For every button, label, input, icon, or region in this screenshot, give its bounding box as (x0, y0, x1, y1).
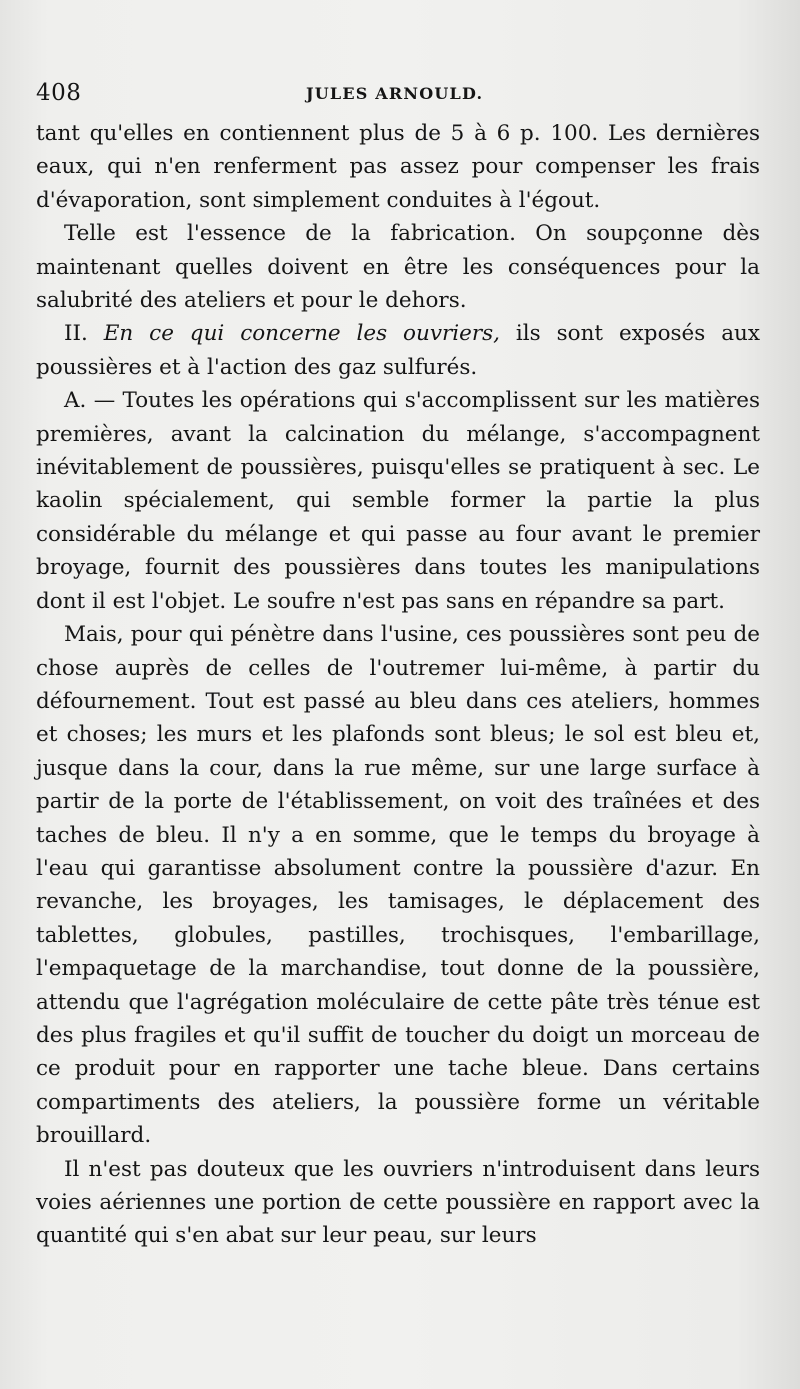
paragraph-text: A. — Toutes les opérations qui s'accomplissent sur les matières premières, avant la calcination du mélange, s'accompagnent inévitablement de poussières, puisqu'elles se pratiquent à sec. Le kaolin spécialement, qui semble former la partie la plus considérable du mélange et qui passe au four avant le premier broyage, fournit des poussières dans toutes les manipulations dont il est l'objet. Le soufre n'est pas sans en répandre sa part. (36, 388, 760, 614)
page-number: 408 (36, 80, 82, 106)
paragraph-6 (36, 1153, 760, 1253)
italic-phrase: En ce qui concerne les ouvriers, (103, 321, 501, 347)
paragraph-text: Telle est l'essence de la fabrication. On soupçonne dès maintenant quelles doivent en être les conséquences pour la salubrité des ateliers et pour le dehors. (36, 221, 760, 314)
paragraph-4 (36, 384, 760, 618)
paragraph-text: Mais, pour qui pénètre dans l'usine, ces poussières sont peu de chose auprès de celles de l'outremer lui-même, à partir du défournement. Tout est passé au bleu dans ces ateliers, hommes et choses; les murs et les plafonds sont bleus; le sol est bleu et, jusque dans la cour, dans la rue même, sur une large surface à partir de la porte de l'établissement, on voit des traînées et des taches de bleu. Il n'y a en somme, que le temps du broyage à l'eau qui garantisse absolument contre la poussière d'azur. En revanche, les broyages, les tamisages, le déplacement des tablettes, globules, pastilles, trochisques, l'embarillage, l'empaquetage de la marchandise, tout donne de la poussière, attendu que l'agrégation moléculaire de cette pâte très ténue est des plus fragiles et qu'il suffit de toucher du doigt un morceau de ce produit pour en rapporter une tache bleue. Dans certains compartiments des ateliers, la poussière forme un véritable brouillard. (36, 622, 760, 1149)
paragraph-2 (36, 217, 760, 317)
paragraph-text: tant qu'elles en contiennent plus de 5 à 6 p. 100. Les dernières eaux, qui n'en renferment pas assez pour compenser les frais d'évaporation, sont simplement conduites à l'égout. (36, 121, 760, 213)
body-text (36, 117, 760, 1253)
page-header (36, 80, 766, 112)
paragraph-5 (36, 618, 760, 1153)
paragraph-3 (36, 317, 760, 384)
section-number: II. (64, 321, 104, 347)
paragraph-1 (36, 117, 760, 217)
running-head: JULES ARNOULD. (306, 84, 484, 103)
paragraph-text: Il n'est pas douteux que les ouvriers n'introduisent dans leurs voies aériennes une portion de cette poussière en rapport avec la quantité qui s'en abat sur leur peau, sur leurs (36, 1156, 760, 1249)
paragraph-text: ils sont exposés aux poussières et à l'action des gaz sulfurés. (36, 321, 760, 380)
